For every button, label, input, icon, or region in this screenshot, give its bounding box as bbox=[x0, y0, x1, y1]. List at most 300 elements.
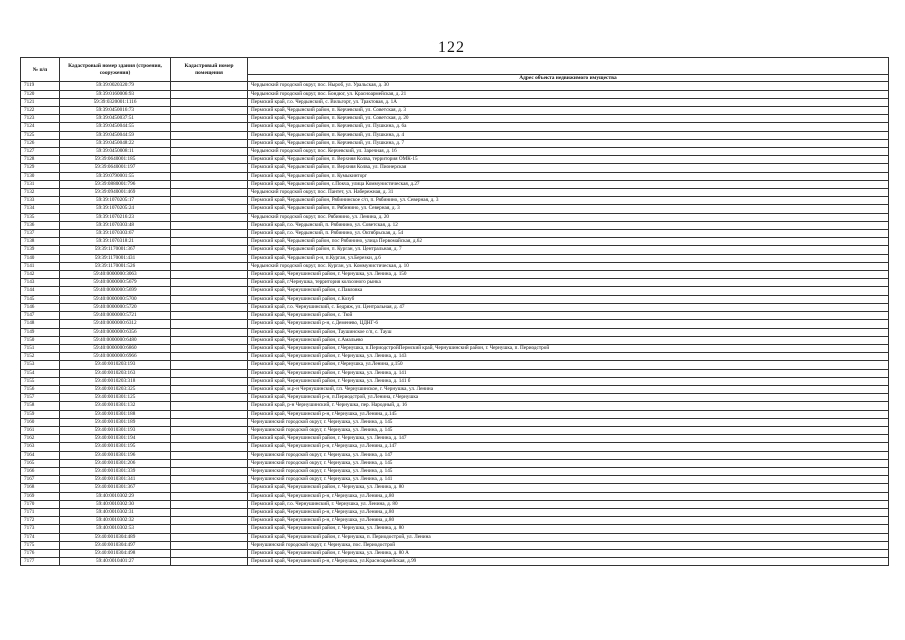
table-row bbox=[21, 271, 889, 279]
cell-num: 7148 bbox=[21, 320, 60, 328]
cell-cadastral-building: 59:40:0000000:6480 bbox=[60, 336, 171, 344]
cell-cadastral-room bbox=[171, 172, 248, 180]
cell-cadastral-room bbox=[171, 435, 248, 443]
cell-cadastral-room bbox=[171, 385, 248, 393]
cell-cadastral-room bbox=[171, 107, 248, 115]
cell-cadastral-room bbox=[171, 500, 248, 508]
cell-address: Чернушинский городской округ, г. Чернушка, ул. Ленина, д. 141 bbox=[248, 476, 889, 484]
header-cadastral-building: Кадастровый номер здания (строения, сооружения) bbox=[60, 58, 171, 82]
cell-num: 7136 bbox=[21, 221, 60, 229]
registry-table bbox=[20, 57, 889, 566]
cell-num: 7177 bbox=[21, 558, 60, 566]
cell-address: Пермский край, Чернушинский район, г. Чернушка, ул. Ленина, д. 150 bbox=[248, 271, 889, 279]
table-row bbox=[21, 451, 889, 459]
cell-num: 7126 bbox=[21, 139, 60, 147]
cell-address: Чердынский городской округ, пос. Керчевский, ул. Заречная, д. 16 bbox=[248, 148, 889, 156]
table-row bbox=[21, 221, 889, 229]
cell-num: 7122 bbox=[21, 107, 60, 115]
cell-address: Пермский край, Чернушинский р-н, г.Чернушка, ул.Ленина, д.145 bbox=[248, 410, 889, 418]
cell-cadastral-building: 59:40:0010304:498 bbox=[60, 549, 171, 557]
cell-cadastral-building: 59:39:0640001:185 bbox=[60, 156, 171, 164]
header-num: № п/п bbox=[21, 58, 60, 82]
cell-num: 7141 bbox=[21, 262, 60, 270]
table-row bbox=[21, 238, 889, 246]
cell-address: Пермский край, Чердынский район, п. Верхняя Колва, территория ОМК-15 bbox=[248, 156, 889, 164]
table-row bbox=[21, 467, 889, 475]
cell-num: 7175 bbox=[21, 541, 60, 549]
cell-num: 7131 bbox=[21, 180, 60, 188]
cell-cadastral-room bbox=[171, 508, 248, 516]
cell-address: Пермский край, Чердынский район, п. Керчевский, ул. Пушкина, д. 6а bbox=[248, 123, 889, 131]
cell-cadastral-building: 59:39:0450037:51 bbox=[60, 115, 171, 123]
cell-address: Чернушинский городской округ, г. Чернушка, ул. Ленина, д. 147 bbox=[248, 451, 889, 459]
cell-cadastral-room bbox=[171, 148, 248, 156]
cell-address: Пермский край, Чердынский район, с.Покча, улица Коммунистическая, д.27 bbox=[248, 180, 889, 188]
cell-num: 7127 bbox=[21, 148, 60, 156]
cell-cadastral-building: 59:40:0010302:30 bbox=[60, 500, 171, 508]
cell-num: 7156 bbox=[21, 385, 60, 393]
cell-cadastral-building: 59:39:0020320:79 bbox=[60, 82, 171, 90]
cell-num: 7151 bbox=[21, 344, 60, 352]
cell-address: Пермский край, Чердынский район, п. Кумыкинторг bbox=[248, 172, 889, 180]
cell-cadastral-room bbox=[171, 139, 248, 147]
cell-cadastral-building: 59:40:0000000:5721 bbox=[60, 312, 171, 320]
table-row bbox=[21, 418, 889, 426]
cell-cadastral-room bbox=[171, 156, 248, 164]
cell-cadastral-room bbox=[171, 213, 248, 221]
cell-address: Пермский край, Чернушинский район, г. Чернушка, ул. Ленина, д. 141 б bbox=[248, 377, 889, 385]
cell-address: Пермский край, Чернушинский р-н, г.Чернушка, ул.Ленина, д.80 bbox=[248, 492, 889, 500]
header-row bbox=[21, 58, 889, 75]
page-number: 122 bbox=[438, 39, 465, 56]
cell-cadastral-room bbox=[171, 98, 248, 106]
cell-num: 7132 bbox=[21, 189, 60, 197]
cell-cadastral-room bbox=[171, 484, 248, 492]
cell-address: Пермский край, Чернушинский район, Таушинское с/п, с. Тауш bbox=[248, 328, 889, 336]
cell-cadastral-building: 59:39:0450016:73 bbox=[60, 107, 171, 115]
header-address-spacer bbox=[248, 58, 889, 75]
cell-cadastral-room bbox=[171, 525, 248, 533]
cell-cadastral-building: 59:39:0450048:22 bbox=[60, 139, 171, 147]
cell-num: 7119 bbox=[21, 82, 60, 90]
cell-address: Чердынский городской округ, пос. Ныроб, ул. Уральская, д. 30 bbox=[248, 82, 889, 90]
table-row bbox=[21, 377, 889, 385]
cell-address: Пермский край, р-н Чернушинский, г. Чернушка, пер. Народный, д. 16 bbox=[248, 402, 889, 410]
cell-cadastral-room bbox=[171, 303, 248, 311]
cell-cadastral-building: 59:39:0940001:469 bbox=[60, 189, 171, 197]
cell-address: Пермский край, Чернушинский район, г. Чернушка, ул. Ленина, д. 143 bbox=[248, 353, 889, 361]
cell-address: Пермский край, Чердынский район, п. Керчевский, ул. Пушкина, д. 4 bbox=[248, 131, 889, 139]
table-row bbox=[21, 394, 889, 402]
cell-address: Чердынский городской округ, пос. Рябинино, ул. Ленина, д. 20 bbox=[248, 213, 889, 221]
cell-num: 7166 bbox=[21, 467, 60, 475]
cell-cadastral-room bbox=[171, 451, 248, 459]
table-row bbox=[21, 385, 889, 393]
cell-cadastral-room bbox=[171, 312, 248, 320]
cell-cadastral-building: 59:40:0010203:163 bbox=[60, 369, 171, 377]
cell-num: 7143 bbox=[21, 279, 60, 287]
cell-cadastral-building: 59:40:0010301:367 bbox=[60, 484, 171, 492]
cell-num: 7161 bbox=[21, 426, 60, 434]
cell-address: Чернушинский городской округ, г. Чернушка, ул. Ленина, д. 145 bbox=[248, 418, 889, 426]
cell-cadastral-room bbox=[171, 377, 248, 385]
cell-cadastral-building: 59:40:0000000:6356 bbox=[60, 328, 171, 336]
cell-cadastral-room bbox=[171, 254, 248, 262]
cell-address: Чернушинский городской округ, г. Чернушка, пос. Периодострой bbox=[248, 541, 889, 549]
cell-address: Пермский край, Чернушинский р-н, с.Деменево, ЦДНГ-6 bbox=[248, 320, 889, 328]
table-header bbox=[21, 58, 889, 82]
cell-cadastral-building: 59:40:0000000:5699 bbox=[60, 287, 171, 295]
cell-address: Чернушинский городской округ, г. Чернушка, ул. Ленина, д. 145 bbox=[248, 459, 889, 467]
cell-cadastral-building: 59:40:0010302:31 bbox=[60, 508, 171, 516]
cell-cadastral-room bbox=[171, 287, 248, 295]
cell-num: 7135 bbox=[21, 213, 60, 221]
cell-cadastral-building: 59:40:0000000:5700 bbox=[60, 295, 171, 303]
table-row bbox=[21, 156, 889, 164]
table-row bbox=[21, 361, 889, 369]
header-address: Адрес объекта недвижимого имущества bbox=[248, 75, 889, 82]
cell-cadastral-room bbox=[171, 344, 248, 352]
cell-address: Пермский край, Чернушинский район, г. Чернушка, ул. Ленина, д. 141 bbox=[248, 369, 889, 377]
cell-cadastral-room bbox=[171, 369, 248, 377]
cell-cadastral-building: 59:40:0010301:196 bbox=[60, 451, 171, 459]
cell-num: 7123 bbox=[21, 115, 60, 123]
table-row bbox=[21, 246, 889, 254]
cell-num: 7144 bbox=[21, 287, 60, 295]
cell-address: Пермский край, Чернушинский район, г. Чернушка, ул. Ленина, д. 80 bbox=[248, 525, 889, 533]
cell-cadastral-room bbox=[171, 361, 248, 369]
cell-num: 7164 bbox=[21, 451, 60, 459]
table-row bbox=[21, 312, 889, 320]
cell-cadastral-room bbox=[171, 238, 248, 246]
table-row bbox=[21, 287, 889, 295]
cell-num: 7176 bbox=[21, 549, 60, 557]
cell-num: 7128 bbox=[21, 156, 60, 164]
table-row bbox=[21, 189, 889, 197]
cell-cadastral-building: 59:39:0450044:55 bbox=[60, 123, 171, 131]
table-row bbox=[21, 328, 889, 336]
cell-num: 7160 bbox=[21, 418, 60, 426]
cell-cadastral-building: 59:40:0000000:6312 bbox=[60, 320, 171, 328]
cell-num: 7142 bbox=[21, 271, 60, 279]
cell-cadastral-room bbox=[171, 410, 248, 418]
cell-address: Пермский край, г.о. Чердынский, п. Рябинино, ул. Октябрьская, д. 54 bbox=[248, 230, 889, 238]
cell-cadastral-room bbox=[171, 230, 248, 238]
cell-num: 7168 bbox=[21, 484, 60, 492]
cell-cadastral-building: 59:40:0010304:497 bbox=[60, 541, 171, 549]
cell-address: Пермский край, Чердынский район, п. Рябинино, ул. Северная, д. 3 bbox=[248, 205, 889, 213]
header-cadastral-room: Кадастровый номер помещения bbox=[171, 58, 248, 82]
cell-cadastral-building: 59:39:0450008:11 bbox=[60, 148, 171, 156]
cell-cadastral-room bbox=[171, 459, 248, 467]
cell-cadastral-building: 59:40:0010301:188 bbox=[60, 410, 171, 418]
cell-num: 7139 bbox=[21, 246, 60, 254]
cell-cadastral-building: 59:39:1170001:367 bbox=[60, 246, 171, 254]
cell-num: 7172 bbox=[21, 517, 60, 525]
cell-address: Пермский край, Чернушинский район, г. Чернушка, ул. Ленина, д. 80 bbox=[248, 484, 889, 492]
cell-cadastral-room bbox=[171, 517, 248, 525]
table-row bbox=[21, 180, 889, 188]
cell-cadastral-room bbox=[171, 180, 248, 188]
table-row bbox=[21, 353, 889, 361]
cell-num: 7121 bbox=[21, 98, 60, 106]
cell-num: 7173 bbox=[21, 525, 60, 533]
cell-cadastral-room bbox=[171, 541, 248, 549]
cell-cadastral-building: 59:39:1070318:21 bbox=[60, 238, 171, 246]
table-row bbox=[21, 90, 889, 98]
cell-address: Пермский край, Чердынский район, п. Курган, ул. Центральная, д. 7 bbox=[248, 246, 889, 254]
cell-cadastral-building: 59:40:0010301:195 bbox=[60, 443, 171, 451]
cell-cadastral-building: 59:39:0790001:55 bbox=[60, 172, 171, 180]
cell-num: 7124 bbox=[21, 123, 60, 131]
cell-cadastral-building: 59:39:0450044:59 bbox=[60, 131, 171, 139]
cell-cadastral-room bbox=[171, 418, 248, 426]
cell-cadastral-room bbox=[171, 189, 248, 197]
cell-address: Пермский край, Чердынский район, п. Керчевский, ул. Советская, д. 3 bbox=[248, 107, 889, 115]
cell-address: Пермский край, г.о. Чернушинский, г. Чернушка, ул. Ленина, д. 80 bbox=[248, 500, 889, 508]
cell-address: Пермский край, Чернушинский р-н, г.Чернушка, ул.Ленина, д.147 bbox=[248, 443, 889, 451]
table-row bbox=[21, 205, 889, 213]
table-body bbox=[21, 82, 889, 566]
cell-cadastral-room bbox=[171, 123, 248, 131]
cell-address: Пермский край, Чернушинский район, с.Амальево bbox=[248, 336, 889, 344]
cell-cadastral-room bbox=[171, 115, 248, 123]
cell-cadastral-building: 59:40:0010301:125 bbox=[60, 394, 171, 402]
cell-address: Чердынский городской округ, пос. Пантет, ул. Набережная, д. 31 bbox=[248, 189, 889, 197]
cell-address: Чернушинский городской округ, г. Чернушка, ул. Ленина, д. 145 bbox=[248, 467, 889, 475]
cell-cadastral-room bbox=[171, 492, 248, 500]
cell-num: 7152 bbox=[21, 353, 60, 361]
cell-cadastral-building: 59:40:0010304:489 bbox=[60, 533, 171, 541]
table-row bbox=[21, 303, 889, 311]
cell-num: 7140 bbox=[21, 254, 60, 262]
cell-cadastral-building: 59:40:0010203:325 bbox=[60, 385, 171, 393]
cell-address: Пермский край, Чернушинский район, с. Тюй bbox=[248, 312, 889, 320]
cell-cadastral-room bbox=[171, 426, 248, 434]
table-row bbox=[21, 98, 889, 106]
cell-cadastral-building: 59:40:0000000:5720 bbox=[60, 303, 171, 311]
cell-num: 7167 bbox=[21, 476, 60, 484]
cell-num: 7134 bbox=[21, 205, 60, 213]
cell-cadastral-room bbox=[171, 262, 248, 270]
cell-cadastral-building: 59:39:0640001:197 bbox=[60, 164, 171, 172]
cell-num: 7165 bbox=[21, 459, 60, 467]
cell-num: 7147 bbox=[21, 312, 60, 320]
cell-cadastral-building: 59:40:0010301:339 bbox=[60, 467, 171, 475]
cell-cadastral-room bbox=[171, 353, 248, 361]
table-row bbox=[21, 426, 889, 434]
table-row bbox=[21, 230, 889, 238]
table-row bbox=[21, 500, 889, 508]
table-row bbox=[21, 131, 889, 139]
table-row bbox=[21, 344, 889, 352]
table-row bbox=[21, 492, 889, 500]
cell-cadastral-room bbox=[171, 295, 248, 303]
cell-cadastral-building: 59:40:0010203:193 bbox=[60, 361, 171, 369]
table-row bbox=[21, 115, 889, 123]
table-row bbox=[21, 82, 889, 90]
cell-address: Пермский край, Чернушинский район, г. Чернушка, ул. Ленина, д. 147 bbox=[248, 435, 889, 443]
cell-address: Пермский край, Чернушинский район, г.Чернушка, п.ПериодстройПермский край, Чернушинский район, г. Чернушка, п. Периодстрой bbox=[248, 344, 889, 352]
table-row bbox=[21, 123, 889, 131]
cell-cadastral-room bbox=[171, 558, 248, 566]
cell-address: Пермский край, Чернушинский район, г.Чернушка, ул.Ленина, д.150 bbox=[248, 361, 889, 369]
cell-num: 7145 bbox=[21, 295, 60, 303]
cell-cadastral-building: 59:39:1170001:431 bbox=[60, 254, 171, 262]
cell-address: Пермский край, Чердынский р-н, п.Курган, ул.Березки, д.6 bbox=[248, 254, 889, 262]
table-row bbox=[21, 525, 889, 533]
cell-num: 7169 bbox=[21, 492, 60, 500]
cell-address: Пермский край, г.о. Чердынский, п. Рябинино, ул. Советская, д. 12 bbox=[248, 221, 889, 229]
cell-num: 7129 bbox=[21, 164, 60, 172]
table-row bbox=[21, 549, 889, 557]
cell-address: Пермский край, Чернушинский район, г. Чернушка, п. Периодострой, ул. Ленина bbox=[248, 533, 889, 541]
cell-num: 7163 bbox=[21, 443, 60, 451]
cell-cadastral-room bbox=[171, 90, 248, 98]
cell-num: 7149 bbox=[21, 328, 60, 336]
table-row bbox=[21, 148, 889, 156]
cell-cadastral-room bbox=[171, 443, 248, 451]
cell-num: 7155 bbox=[21, 377, 60, 385]
cell-address: Чернушинский городской округ, г. Чернушка, ул. Ленина, д. 145 bbox=[248, 426, 889, 434]
table-row bbox=[21, 410, 889, 418]
cell-num: 7159 bbox=[21, 410, 60, 418]
cell-cadastral-room bbox=[171, 246, 248, 254]
cell-cadastral-building: 59:40:0010401:27 bbox=[60, 558, 171, 566]
cell-address: Пермский край, г.о. Чернушинский, с. Бедряж, ул. Центральная, д. 47 bbox=[248, 303, 889, 311]
cell-cadastral-room bbox=[171, 549, 248, 557]
cell-cadastral-room bbox=[171, 82, 248, 90]
table-row bbox=[21, 164, 889, 172]
cell-address: Чердынский городской округ, пос. Бондюг, ул. Красноармейская, д. 21 bbox=[248, 90, 889, 98]
cell-cadastral-building: 59:40:0010302:32 bbox=[60, 517, 171, 525]
cell-address: Пермский край, Чердынский район, п. Керчевский, ул. Советская, д. 20 bbox=[248, 115, 889, 123]
cell-cadastral-building: 59:40:0010302:29 bbox=[60, 492, 171, 500]
cell-num: 7153 bbox=[21, 361, 60, 369]
cell-address: Пермский край, Чердынский район, п. Верхняя Колва, ул. Пионерская bbox=[248, 164, 889, 172]
cell-cadastral-building: 59:40:0010301:189 bbox=[60, 418, 171, 426]
cell-cadastral-building: 59:40:0010301:193 bbox=[60, 426, 171, 434]
cell-address: Пермский край, Чернушинский район, г. Чернушка, ул. Ленина, д. 80 А bbox=[248, 549, 889, 557]
cell-cadastral-building: 59:40:0010203:318 bbox=[60, 377, 171, 385]
table-row bbox=[21, 254, 889, 262]
cell-address: Пермский край, Чернушинский р-н, п.Периодстрой, ул.Ленина, г.Чернушка bbox=[248, 394, 889, 402]
table-row bbox=[21, 295, 889, 303]
table-row bbox=[21, 476, 889, 484]
cell-cadastral-building: 59:39:0880001:796 bbox=[60, 180, 171, 188]
cell-num: 7146 bbox=[21, 303, 60, 311]
cell-cadastral-building: 59:40:0000000:6860 bbox=[60, 344, 171, 352]
cell-cadastral-room bbox=[171, 205, 248, 213]
cell-address: Пермский край, Чернушинский район, с.Козуб bbox=[248, 295, 889, 303]
cell-num: 7162 bbox=[21, 435, 60, 443]
cell-num: 7137 bbox=[21, 230, 60, 238]
table-row bbox=[21, 213, 889, 221]
cell-address: Пермский край, Чернушинский р-н, г.Чернушка, ул.Красноармейская, д.99 bbox=[248, 558, 889, 566]
table-row bbox=[21, 517, 889, 525]
cell-cadastral-room bbox=[171, 533, 248, 541]
table-row bbox=[21, 336, 889, 344]
cell-address: Пермский край, Чернушинский район, с.Павловка bbox=[248, 287, 889, 295]
table-row bbox=[21, 402, 889, 410]
cell-address: Пермский край, Чердынский район, Рябининское с/п, п. Рябинино, ул. Северная, д. 3 bbox=[248, 197, 889, 205]
cell-address: Пермский край, Чердынский район, п. Керчевский, ул. Пушкина, д. 7 bbox=[248, 139, 889, 147]
cell-cadastral-room bbox=[171, 328, 248, 336]
table-row bbox=[21, 508, 889, 516]
cell-cadastral-building: 59:40:0010301:132 bbox=[60, 402, 171, 410]
table-row bbox=[21, 279, 889, 287]
cell-cadastral-room bbox=[171, 394, 248, 402]
cell-num: 7138 bbox=[21, 238, 60, 246]
cell-num: 7130 bbox=[21, 172, 60, 180]
cell-num: 7174 bbox=[21, 533, 60, 541]
cell-cadastral-room bbox=[171, 271, 248, 279]
cell-cadastral-building: 59:40:0010301:341 bbox=[60, 476, 171, 484]
cell-cadastral-building: 59:40:0010302:53 bbox=[60, 525, 171, 533]
cell-cadastral-building: 59:40:0000000:6966 bbox=[60, 353, 171, 361]
cell-cadastral-building: 59:39:0160006:93 bbox=[60, 90, 171, 98]
cell-num: 7170 bbox=[21, 500, 60, 508]
cell-cadastral-building: 59:39:1170001:526 bbox=[60, 262, 171, 270]
cell-cadastral-room bbox=[171, 320, 248, 328]
table-row bbox=[21, 533, 889, 541]
cell-address: Пермский край, м.р-н Чернушинский, г.п. Чернушинское, г. Чернушка, ул. Ленина bbox=[248, 385, 889, 393]
table-row bbox=[21, 197, 889, 205]
cell-cadastral-building: 59:39:1070205:24 bbox=[60, 205, 171, 213]
cell-address: Пермский край, Чернушинский р-н, г.Чернушка, ул.Ленина, д.80 bbox=[248, 508, 889, 516]
cell-cadastral-building: 59:39:1070303:48 bbox=[60, 221, 171, 229]
cell-cadastral-room bbox=[171, 402, 248, 410]
cell-address: Пермский край, г.Чернушка, территория колхозного рынка bbox=[248, 279, 889, 287]
cell-cadastral-building: 59:39:0320001:1116 bbox=[60, 98, 171, 106]
cell-cadastral-room bbox=[171, 279, 248, 287]
cell-cadastral-room bbox=[171, 476, 248, 484]
table-row bbox=[21, 262, 889, 270]
table-row bbox=[21, 172, 889, 180]
cell-num: 7125 bbox=[21, 131, 60, 139]
table-row bbox=[21, 107, 889, 115]
cell-address: Пермский край, Чердынский район, пос Рябинино, улица Первомайская, д.62 bbox=[248, 238, 889, 246]
cell-cadastral-building: 59:40:0000000:5679 bbox=[60, 279, 171, 287]
table-row bbox=[21, 541, 889, 549]
cell-cadastral-room bbox=[171, 197, 248, 205]
cell-cadastral-room bbox=[171, 131, 248, 139]
cell-cadastral-room bbox=[171, 221, 248, 229]
table-row bbox=[21, 139, 889, 147]
table-row bbox=[21, 369, 889, 377]
cell-num: 7171 bbox=[21, 508, 60, 516]
table-row bbox=[21, 435, 889, 443]
cell-num: 7158 bbox=[21, 402, 60, 410]
cell-cadastral-building: 59:40:0010301:206 bbox=[60, 459, 171, 467]
cell-cadastral-room bbox=[171, 336, 248, 344]
cell-num: 7150 bbox=[21, 336, 60, 344]
cell-num: 7133 bbox=[21, 197, 60, 205]
cell-cadastral-building: 59:40:0000000:3063 bbox=[60, 271, 171, 279]
cell-num: 7120 bbox=[21, 90, 60, 98]
table-row bbox=[21, 443, 889, 451]
table-row bbox=[21, 320, 889, 328]
cell-cadastral-building: 59:39:1070216:23 bbox=[60, 213, 171, 221]
cell-cadastral-building: 59:39:1070303:67 bbox=[60, 230, 171, 238]
cell-address: Чердынский городской округ, пос. Курган, ул. Коммунистическая, д. 10 bbox=[248, 262, 889, 270]
cell-num: 7157 bbox=[21, 394, 60, 402]
cell-cadastral-room bbox=[171, 164, 248, 172]
cell-cadastral-room bbox=[171, 467, 248, 475]
cell-cadastral-building: 59:39:1070205:17 bbox=[60, 197, 171, 205]
cell-address: Пермский край, Чернушинский р-н, г.Чернушка, ул.Ленина, д.80 bbox=[248, 517, 889, 525]
table-row bbox=[21, 459, 889, 467]
